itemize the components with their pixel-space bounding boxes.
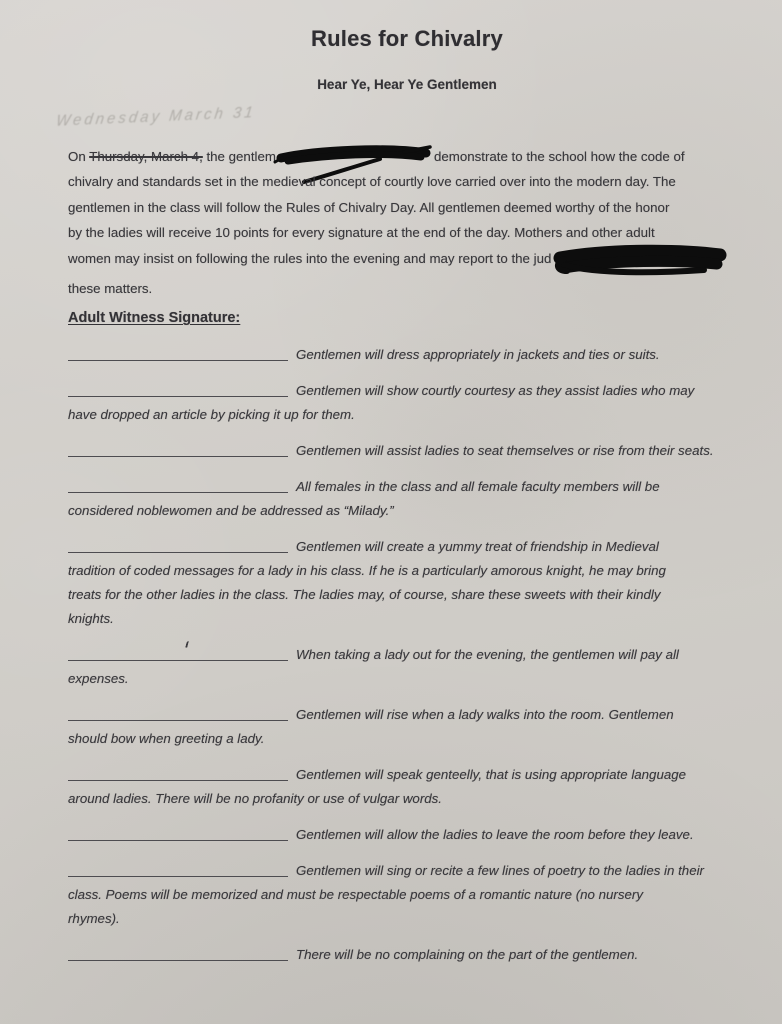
signature-line bbox=[68, 540, 288, 553]
rule-item bbox=[68, 703, 746, 751]
signature-line bbox=[68, 948, 288, 961]
rule-item bbox=[68, 823, 746, 847]
handwritten-date-note: Wednesday March 31 bbox=[55, 104, 257, 131]
signature-heading: Adult Witness Signature: bbox=[68, 310, 241, 327]
rule-text: Gentlemen will assist ladies to seat themselves or rise from their seats. bbox=[296, 443, 714, 459]
intro-line1-pre: On bbox=[68, 149, 90, 164]
rule-text: knights. bbox=[68, 611, 114, 627]
rule-text: All females in the class and all female faculty members will be bbox=[296, 479, 660, 495]
rule-text: When taking a lady out for the evening, the gentlemen will pay all bbox=[296, 647, 679, 663]
rule-text: around ladies. There will be no profanity or use of vulgar words. bbox=[68, 791, 442, 807]
signature-line bbox=[68, 384, 288, 397]
signature-line bbox=[68, 864, 288, 877]
rule-text: Gentlemen will show courtly courtesy as they assist ladies who may bbox=[296, 383, 695, 399]
redaction-scribble-icon bbox=[278, 146, 430, 166]
rule-item bbox=[68, 379, 746, 427]
rules-list bbox=[68, 343, 746, 967]
intro-line1-post: demonstrate to the school how the code of bbox=[433, 149, 685, 164]
intro-line-1 bbox=[68, 144, 746, 169]
signature-line bbox=[68, 828, 288, 841]
rule-item bbox=[68, 439, 746, 463]
signature-line bbox=[68, 768, 288, 781]
rule-item bbox=[68, 943, 746, 967]
signature-line bbox=[68, 348, 288, 361]
rule-text: Gentlemen will create a yummy treat of friendship in Medieval bbox=[296, 539, 659, 555]
rule-item bbox=[68, 535, 746, 631]
intro-line1-mid: the gentlem bbox=[202, 149, 276, 164]
intro-line5-text: women may insist on following the rules into the evening and may report to the jud bbox=[68, 250, 552, 266]
intro-line-2: chivalry and standards set in the medieval concept of courtly love carried over into the modern day. The bbox=[68, 174, 676, 190]
signature-line bbox=[68, 708, 288, 721]
rule-text: Gentlemen will rise when a lady walks into the room. Gentlemen bbox=[296, 707, 674, 723]
signature-line bbox=[68, 444, 288, 457]
struck-date: Thursday, March 4, bbox=[89, 149, 203, 164]
rule-text: tradition of coded messages for a lady in his class. If he is a particularly amorous knight, he may bring bbox=[68, 563, 666, 579]
rule-text: expenses. bbox=[68, 671, 129, 687]
rule-item bbox=[68, 643, 746, 691]
rule-item bbox=[68, 763, 746, 811]
signature-line bbox=[68, 480, 288, 493]
rule-text: class. Poems will be memorized and must be respectable poems of a romantic nature (no nursery bbox=[68, 887, 643, 903]
signature-line bbox=[68, 648, 288, 661]
rule-text: Gentlemen will sing or recite a few lines of poetry to the ladies in their bbox=[296, 863, 704, 879]
rule-text: rhymes). bbox=[68, 911, 120, 927]
rule-item bbox=[68, 475, 746, 523]
redaction-scribble-icon bbox=[552, 246, 727, 276]
intro-line-4: by the ladies will receive 10 points for every signature at the end of the day. Mothers and other adult bbox=[68, 225, 655, 241]
rule-item bbox=[68, 859, 746, 931]
intro-line-5 bbox=[68, 246, 746, 276]
page-title: Rules for Chivalry bbox=[311, 26, 503, 51]
intro-line-6: these matters. bbox=[68, 280, 153, 296]
page-subtitle: Hear Ye, Hear Ye Gentlemen bbox=[317, 77, 497, 92]
rule-text: Gentlemen will allow the ladies to leave the room before they leave. bbox=[296, 827, 694, 843]
rule-item bbox=[68, 343, 746, 367]
rule-text: There will be no complaining on the part of the gentlemen. bbox=[296, 947, 639, 963]
rule-text: considered noblewomen and be addressed as “Milady.” bbox=[68, 503, 394, 519]
intro-line-3: gentlemen in the class will follow the Rules of Chivalry Day. All gentlemen deemed worthy of the honor bbox=[68, 199, 670, 215]
rule-text: Gentlemen will dress appropriately in jackets and ties or suits. bbox=[296, 347, 660, 363]
intro-paragraph bbox=[68, 144, 746, 301]
rule-text: treats for the other ladies in the class. The ladies may, of course, share these sweets with their kindly bbox=[68, 587, 661, 603]
rule-text: should bow when greeting a lady. bbox=[68, 731, 265, 747]
rule-text: have dropped an article by picking it up for them. bbox=[68, 407, 355, 423]
rule-text: Gentlemen will speak genteelly, that is using appropriate language bbox=[296, 767, 687, 783]
